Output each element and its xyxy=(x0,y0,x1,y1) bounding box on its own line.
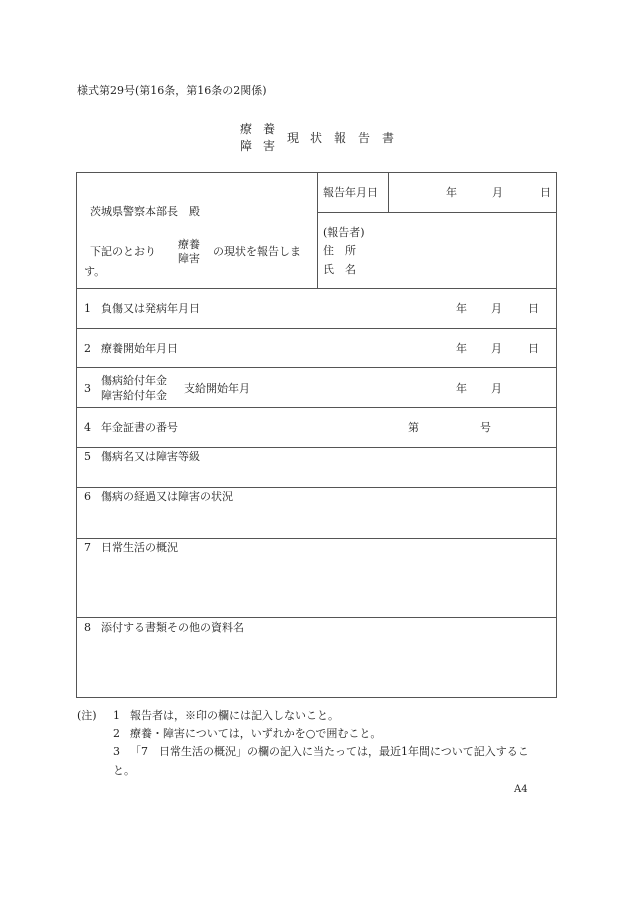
date-label-divider xyxy=(388,172,389,213)
title-choice-bottom-1: 障 xyxy=(240,139,253,153)
row-7-number: 7 xyxy=(84,541,91,554)
title-char-3: 報 xyxy=(334,131,347,145)
notes-heading: (注) xyxy=(77,709,97,722)
statement-prefix: 下記のとおり xyxy=(90,245,156,258)
table-left-border xyxy=(76,172,77,698)
title-char-5: 書 xyxy=(382,131,395,145)
statement-choice-top: 療養 xyxy=(178,238,200,251)
statement-choice-bottom: 障害 xyxy=(178,252,200,265)
note-1-text: 報告者は，※印の欄には記入しないこと。 xyxy=(130,709,339,722)
row-4-number: 4 xyxy=(84,421,91,434)
report-date-month[interactable]: 月 xyxy=(492,186,503,199)
row-5-label: 傷病名又は障害等級 xyxy=(101,450,200,463)
row-4-suffix: 号 xyxy=(480,421,491,434)
row-8-number: 8 xyxy=(84,621,91,634)
row-2-number: 2 xyxy=(84,342,91,355)
title-choice-top-1: 療 xyxy=(240,122,253,136)
row-2-year[interactable]: 年 xyxy=(456,342,467,355)
row-1-number: 1 xyxy=(84,302,91,315)
title-char-4: 告 xyxy=(358,131,371,145)
table-divider-4 xyxy=(76,407,557,408)
title-char-2: 状 xyxy=(310,131,323,145)
row-1-month[interactable]: 月 xyxy=(491,302,502,315)
reporter-label: (報告者) xyxy=(323,226,365,239)
reporter-name-label: 氏 名 xyxy=(323,263,356,276)
title-choice-top-2: 養 xyxy=(263,122,276,136)
paper-size-label: A4 xyxy=(514,784,528,795)
row-2-label: 療養開始年月日 xyxy=(101,342,178,355)
row-1-label: 負傷又は発病年月日 xyxy=(101,302,200,315)
note-3-number: 3 xyxy=(113,745,120,758)
note-3-wrap: と。 xyxy=(113,764,135,777)
row-8-label: 添付する書類その他の資料名 xyxy=(101,621,244,634)
table-right-border xyxy=(556,172,557,698)
report-date-label: 報告年月日 xyxy=(323,186,378,199)
reporter-address-label: 住 所 xyxy=(323,244,356,257)
report-date-day[interactable]: 日 xyxy=(540,186,551,199)
table-divider-2 xyxy=(76,328,557,329)
table-divider-3 xyxy=(76,367,557,368)
addressee: 茨城県警察本部長 殿 xyxy=(90,205,200,218)
row-3-choice-bottom: 障害給付年金 xyxy=(101,389,167,402)
table-divider-8 xyxy=(76,617,557,618)
table-bottom-border xyxy=(76,697,557,698)
form-number: 様式第29号(第16条，第16条の2関係) xyxy=(77,84,267,97)
table-column-divider xyxy=(317,172,318,289)
row-3-year[interactable]: 年 xyxy=(456,382,467,395)
statement-wrap: す。 xyxy=(84,265,106,278)
row-3-choice-top: 傷病給付年金 xyxy=(101,374,167,387)
row-4-prefix: 第 xyxy=(408,421,419,434)
row-6-number: 6 xyxy=(84,490,91,503)
title-char-1: 現 xyxy=(287,131,300,145)
note-3-text: 「7 日常生活の概況」の欄の記入に当たっては，最近1年間について記入するこ xyxy=(130,745,529,758)
table-divider-6 xyxy=(76,487,557,488)
title-choice-bottom-2: 害 xyxy=(263,139,276,153)
note-2-text: 療養・障害については，いずれかを○で囲むこと。 xyxy=(130,727,382,740)
row-3-month[interactable]: 月 xyxy=(491,382,502,395)
row-2-month[interactable]: 月 xyxy=(491,342,502,355)
note-2-number: 2 xyxy=(113,727,120,740)
row-3-label: 支給開始年月 xyxy=(184,382,250,395)
table-divider-5 xyxy=(76,447,557,448)
row-3-number: 3 xyxy=(84,382,91,395)
report-date-year[interactable]: 年 xyxy=(446,186,457,199)
row-6-label: 傷病の経過又は障害の状況 xyxy=(101,490,233,503)
table-divider-7 xyxy=(76,538,557,539)
row-5-number: 5 xyxy=(84,450,91,463)
row-1-day[interactable]: 日 xyxy=(528,302,539,315)
statement-suffix: の現状を報告しま xyxy=(213,245,301,258)
table-divider-date xyxy=(317,212,557,213)
note-1-number: 1 xyxy=(113,709,120,722)
row-7-label: 日常生活の概況 xyxy=(101,541,178,554)
row-1-year[interactable]: 年 xyxy=(456,302,467,315)
row-4-label: 年金証書の番号 xyxy=(101,421,178,434)
row-2-day[interactable]: 日 xyxy=(528,342,539,355)
